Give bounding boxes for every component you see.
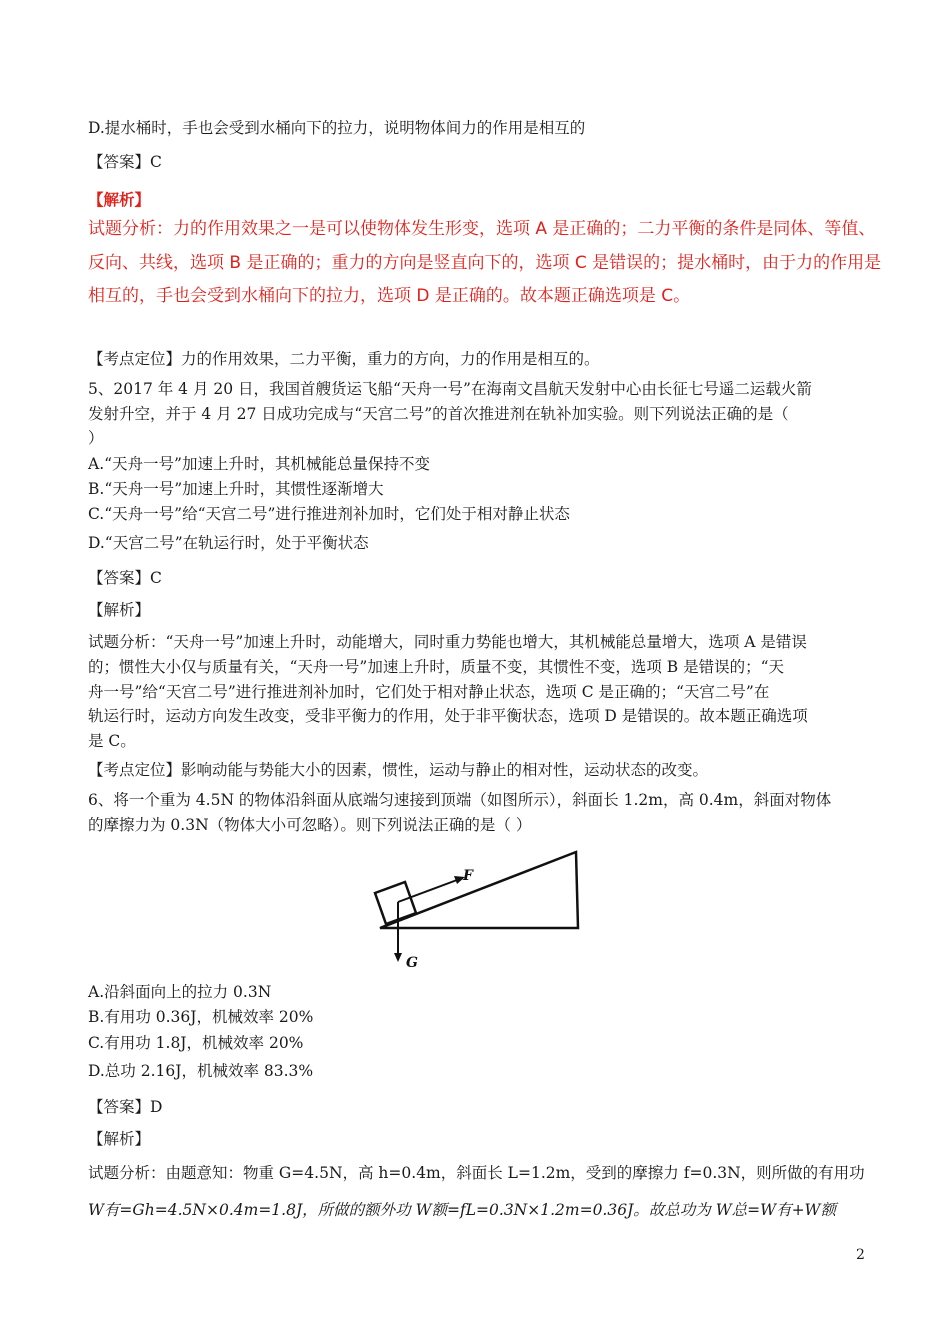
analysis-text: 轨运行时，运动方向发生改变，受非平衡力的作用，处于非平衡状态，选项 D 是错误的。故本题正确选项: [88, 707, 808, 725]
option-b: B.“天舟一号”加速上升时，其惯性逐渐增大: [88, 480, 384, 498]
analysis-text: 的；惯性大小仅与质量有关，“天舟一号”加速上升时，质量不变，其惯性不变，选项 B 是错误的；“天: [88, 658, 785, 676]
force-arrow: [398, 880, 457, 902]
analysis-text: 相互的，手也会受到水桶向下的拉力，选项 D 是正确的。故本题正确选项是 C。: [88, 286, 691, 306]
question-5: ）: [88, 429, 104, 447]
question-5: 发射升空，并于 4 月 27 日成功完成与“天宫二号”的首次推进剂在轨补加实验。则下列说法正确的是（: [88, 405, 789, 423]
page-number: 2: [856, 1247, 865, 1263]
analysis-text: 舟一号”给“天宫二号”进行推进剂补加时，它们处于相对静止状态，选项 C 是正确的；“天宫二号”在: [88, 683, 770, 701]
force-label: F: [463, 868, 473, 884]
analysis-heading: 【解析】: [88, 191, 151, 209]
question-6: 的摩擦力为 0.3N（物体大小可忽略）。则下列说法正确的是（ ）: [88, 816, 532, 834]
option-d: D.总功 2.16J，机械效率 83.3%: [88, 1062, 314, 1080]
key-point: 【考点定位】影响动能与势能大小的因素，惯性，运动与静止的相对性，运动状态的改变。: [88, 761, 709, 779]
analysis-heading: 【解析】: [88, 601, 151, 619]
text-line: D.提水桶时，手也会受到水桶向下的拉力，说明物体间力的作用是相互的: [88, 119, 586, 137]
formula-line: W有=Gh=4.5N×0.4m=1.8J，所做的额外功 W额=fL=0.3N×1.2m=0.36J。故总功为 W总=W有+W额: [88, 1201, 836, 1219]
answer-label: 【答案】D: [88, 1098, 163, 1116]
incline-diagram: [370, 845, 590, 975]
question-5: 5、2017 年 4 月 20 日，我国首艘货运飞船“天舟一号”在海南文昌航天发射中心由长征七号遥二运载火箭: [88, 380, 812, 398]
option-c: C.“天舟一号”给“天宫二号”进行推进剂补加时，它们处于相对静止状态: [88, 505, 570, 523]
option-c: C.有用功 1.8J，机械效率 20%: [88, 1034, 304, 1052]
option-a: A.沿斜面向上的拉力 0.3N: [88, 983, 272, 1001]
analysis-text: 反向、共线，选项 B 是正确的；重力的方向是竖直向下的，选项 C 是错误的；提水桶时，由于力的作用是: [88, 253, 882, 273]
option-d: D.“天宫二号”在轨运行时，处于平衡状态: [88, 534, 369, 552]
analysis-text: 是 C。: [88, 732, 136, 750]
analysis-text: 试题分析：“天舟一号”加速上升时，动能增大，同时重力势能也增大，其机械能总量增大，选项 A 是错误: [88, 633, 807, 651]
option-b: B.有用功 0.36J，机械效率 20%: [88, 1008, 314, 1026]
key-point: 【考点定位】力的作用效果，二力平衡，重力的方向，力的作用是相互的。: [88, 350, 600, 368]
option-a: A.“天舟一号”加速上升时，其机械能总量保持不变: [88, 455, 430, 473]
answer-label: 【答案】C: [88, 569, 162, 587]
gravity-label: G: [406, 955, 418, 971]
gravity-arrowhead: [394, 953, 402, 962]
question-6: 6、将一个重为 4.5N 的物体沿斜面从底端匀速接到顶端（如图所示），斜面长 1.2m，高 0.4m，斜面对物体: [88, 791, 832, 809]
analysis-heading: 【解析】: [88, 1130, 151, 1148]
analysis-text: 试题分析：力的作用效果之一是可以使物体发生形变，选项 A 是正确的；二力平衡的条件是同体、等值、: [88, 219, 876, 239]
analysis-text: 试题分析：由题意知：物重 G=4.5N，高 h=0.4m，斜面长 L=1.2m，受到的摩擦力 f=0.3N，则所做的有用功: [88, 1164, 865, 1182]
answer-label: 【答案】C: [88, 153, 162, 171]
